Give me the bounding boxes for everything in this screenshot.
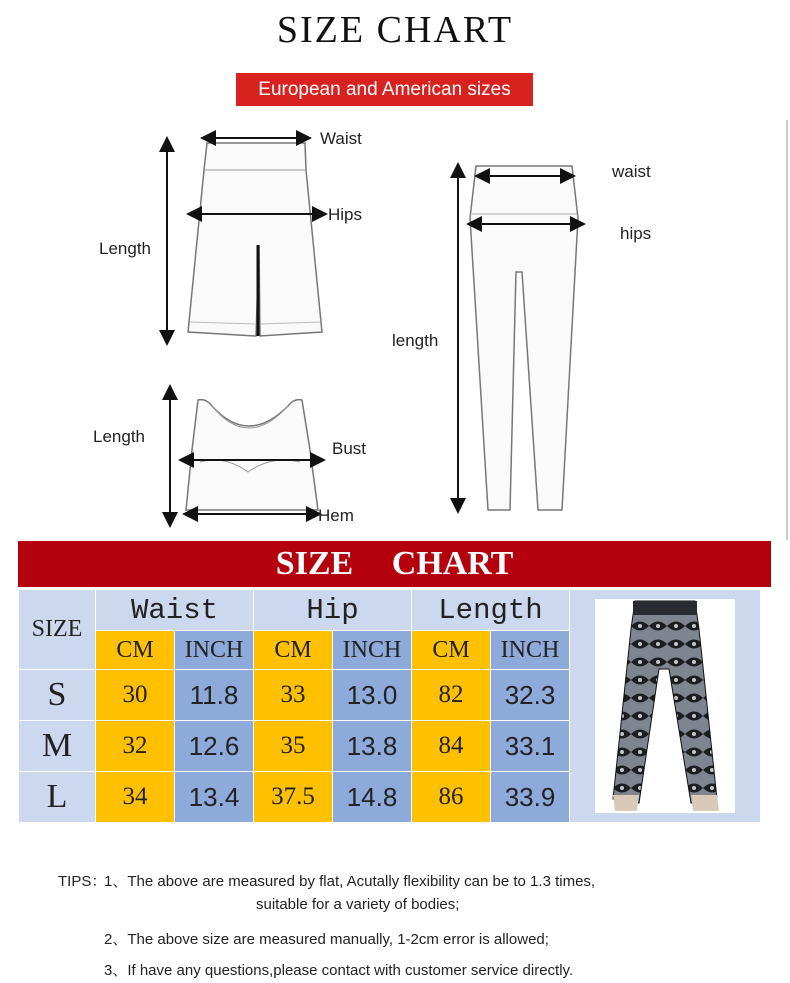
table-cell: 32 — [96, 721, 175, 772]
group-header-hip: Hip — [254, 590, 412, 631]
size-chart-banner: SIZE CHART — [18, 541, 771, 587]
table-cell: 82 — [412, 670, 491, 721]
unit-header: INCH — [333, 631, 412, 670]
unit-header: CM — [96, 631, 175, 670]
size-header: SIZE — [19, 590, 96, 670]
tips-prefix: TIPS： — [58, 873, 107, 890]
unit-header: INCH — [175, 631, 254, 670]
unit-header: CM — [254, 631, 333, 670]
tip-3: 3、If have any questions,please contact with customer service directly. — [104, 962, 574, 979]
leggings-photo — [595, 599, 735, 813]
group-header-length: Length — [412, 590, 570, 631]
table-cell: 32.3 — [491, 670, 570, 721]
table-cell: 33.9 — [491, 772, 570, 823]
top-length-label: Length — [93, 427, 145, 446]
shorts-hips-label: Hips — [328, 205, 363, 224]
table-cell: 11.8 — [175, 670, 254, 721]
table-cell: 13.8 — [333, 721, 412, 772]
leggings-length-label: length — [392, 331, 439, 350]
region-badge: European and American sizes — [236, 73, 533, 106]
size-table — [18, 589, 761, 823]
table-cell: 12.6 — [175, 721, 254, 772]
measurement-diagrams — [0, 110, 790, 540]
table-cell: 37.5 — [254, 772, 333, 823]
table-cell: 34 — [96, 772, 175, 823]
size-label: S — [19, 670, 96, 721]
table-cell: 35 — [254, 721, 333, 772]
garment-illustrations — [0, 110, 790, 540]
group-header-waist: Waist — [96, 590, 254, 631]
unit-header: CM — [412, 631, 491, 670]
table-cell: 30 — [96, 670, 175, 721]
product-photo-cell — [570, 590, 761, 823]
table-cell: 33 — [254, 670, 333, 721]
table-cell: 33.1 — [491, 721, 570, 772]
size-label: M — [19, 721, 96, 772]
top-illustration — [170, 392, 318, 520]
tip-1-continued: suitable for a variety of bodies; — [256, 896, 460, 913]
table-cell: 84 — [412, 721, 491, 772]
table-cell: 13.4 — [175, 772, 254, 823]
leggings-waist-label: waist — [612, 162, 651, 181]
top-hem-label: Hem — [318, 506, 354, 525]
table-cell: 86 — [412, 772, 491, 823]
size-label: L — [19, 772, 96, 823]
shorts-length-label: Length — [99, 239, 151, 258]
tip-1: 1、The above are measured by flat, Acutally flexibility can be to 1.3 times, — [104, 873, 596, 890]
table-cell: 13.0 — [333, 670, 412, 721]
leggings-hips-label: hips — [620, 224, 652, 243]
leggings-illustration — [458, 166, 578, 510]
page-title: SIZE CHART — [276, 9, 514, 51]
shorts-illustration — [167, 138, 322, 338]
top-bust-label: Bust — [332, 439, 367, 458]
table-cell: 14.8 — [333, 772, 412, 823]
unit-header: INCH — [491, 631, 570, 670]
tip-2: 2、The above size are measured manually, 1-2cm error is allowed; — [104, 931, 549, 948]
shorts-waist-label: Waist — [320, 129, 362, 148]
